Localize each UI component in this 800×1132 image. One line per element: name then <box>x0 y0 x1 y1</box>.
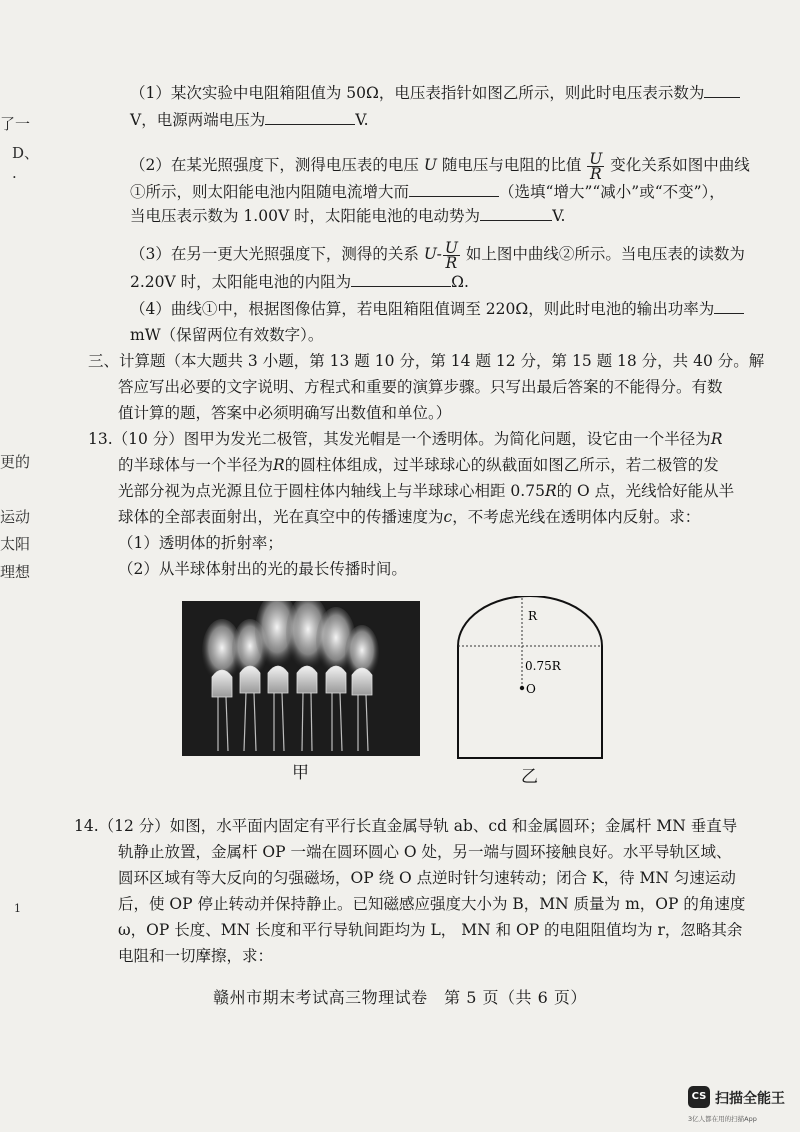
q12-part2-line1: （2）在某光照强度下，测得电压表的电压 U 随电压与电阻的比值 $\frac{U}{R}$ 变化关系如图中曲线 <box>130 149 750 183</box>
camscanner-logo-icon: CS <box>688 1086 710 1108</box>
section3-heading: 三、计算题（本大题共 3 小题，第 13 题 10 分，第 14 题 12 分，第 15 题 18 分，共 40 分。解 <box>88 352 765 370</box>
fraction-u-over-r: $\frac{U}{R}$ <box>589 149 603 183</box>
scanner-app-name: 扫描全能王 <box>715 1091 785 1107</box>
answer-blank[interactable] <box>714 299 744 314</box>
answer-blank[interactable] <box>409 182 499 197</box>
q13-subquestion-2: （2）从半球体射出的光的最长传播时间。 <box>118 560 407 578</box>
q13-line3: 光部分视为点光源且位于圆柱体内轴线上与半球球心相距 0.75R的 O 点，光线恰好能从半 <box>118 482 735 500</box>
q13-subquestion-1: （1）透明体的折射率； <box>118 534 283 552</box>
label-o: O <box>526 682 536 696</box>
cross-section-diagram <box>450 596 610 761</box>
led-cap <box>212 670 232 697</box>
answer-blank[interactable] <box>351 272 451 287</box>
q13-line4: 球体的全部表面射出，光在真空中的传播速度为c，不考虑光线在透明体内反射。求： <box>118 508 701 526</box>
figure-label-yi: 乙 <box>521 767 538 787</box>
point-o <box>520 686 524 690</box>
section3-instructions: 值计算的题，答案中必须明确写出数值和单位。） <box>118 404 452 422</box>
margin-fragment: 理想 <box>0 563 31 581</box>
led-cap <box>326 666 346 693</box>
fraction-u-over-r: $\frac{U}{R}$ <box>444 238 458 272</box>
q12-part3-line2: 2.20V 时，太阳能电池的内阻为 Ω. <box>130 273 469 291</box>
margin-fragment: 更的 <box>0 453 31 471</box>
margin-fragment: D、 <box>12 144 40 162</box>
scanner-watermark <box>688 1082 798 1128</box>
margin-fragment: 了一 <box>0 115 31 133</box>
q14-line5: ω，OP 长度、MN 长度和平行导轨间距均为 L， MN 和 OP 的电阻阻值均为 r，忽略其余 <box>118 921 743 939</box>
margin-fragment: 运动 <box>0 508 31 526</box>
led-photo <box>182 601 420 756</box>
figure-label-jia: 甲 <box>292 763 309 783</box>
led-cap <box>297 666 317 693</box>
q12-part3-line1: （3）在另一更大光照强度下，测得的关系 U- $\frac{U}{R}$ 如上图中曲线②所示。当电压表的读数为 <box>130 238 745 272</box>
q12-part2-line3: 当电压表示数为 1.00V 时，太阳能电池的电动势为 V. <box>130 207 566 225</box>
answer-blank[interactable] <box>265 110 355 125</box>
margin-fragment: 太阳 <box>0 535 31 553</box>
margin-fragment: 1 <box>14 902 21 915</box>
page-footer: 赣州市期末考试高三物理试卷 第 5 页（共 6 页） <box>213 988 587 1007</box>
q13-line1: 13.（10 分）图甲为发光二极管，其发光帽是一个透明体。为简化问题，设它由一个半径为R <box>88 430 723 448</box>
q13-line2: 的半球体与一个半径为R的圆柱体组成，过半球球心的纵截面如图乙所示，若二极管的发 <box>118 456 719 474</box>
scanner-tagline: 3亿人都在用的扫描App <box>688 1115 757 1123</box>
q14-line3: 圆环区域有等大反向的匀强磁场，OP 绕 O 点逆时针匀速转动；闭合 K，待 MN 匀速运动 <box>118 869 736 887</box>
q14-line1: 14.（12 分）如图，水平面内固定有平行长直金属导轨 ab、cd 和金属圆环；金属杆 MN 垂直导 <box>74 817 738 835</box>
section3-instructions: 答应写出必要的文字说明、方程式和重要的演算步骤。只写出最后答案的不能得分。有数 <box>118 378 723 396</box>
q14-line6: 电阻和一切摩擦，求： <box>118 947 274 965</box>
answer-blank[interactable] <box>480 206 552 221</box>
q14-line4: 后，使 OP 停止转动并保持静止。已知磁感应强度大小为 B，MN 质量为 m，OP 的角速度 <box>118 895 746 913</box>
q14-line2: 轨静止放置，金属杆 OP 一端在圆环圆心 O 处，另一端与圆环接触良好。水平导轨区域、 <box>118 843 732 861</box>
led-photo-drawing <box>182 601 420 756</box>
q12-part4-line1: （4）曲线①中，根据图像估算，若电阻箱阻值调至 220Ω，则此时电池的输出功率为 <box>130 298 744 320</box>
answer-blank[interactable] <box>704 83 740 98</box>
q12-part1-line1: （1）某次实验中电阻箱阻值为 50Ω，电压表指针如图乙所示，则此时电压表示数为 <box>130 82 740 104</box>
margin-fragment: · <box>12 168 17 186</box>
led-cap <box>240 666 260 693</box>
q12-part2-line2: ①所示，则太阳能电池内阻随电流增大而 （选填“增大”“减小”或“不变”）， <box>130 183 725 201</box>
label-075r: 0.75R <box>525 659 561 673</box>
q12-part4-line2: mW（保留两位有效数字）。 <box>130 326 324 344</box>
led-cap <box>352 668 372 695</box>
q12-part1-line2: V，电源两端电压为 V. <box>130 111 369 129</box>
led-cap <box>268 666 288 693</box>
label-r: R <box>528 609 538 623</box>
